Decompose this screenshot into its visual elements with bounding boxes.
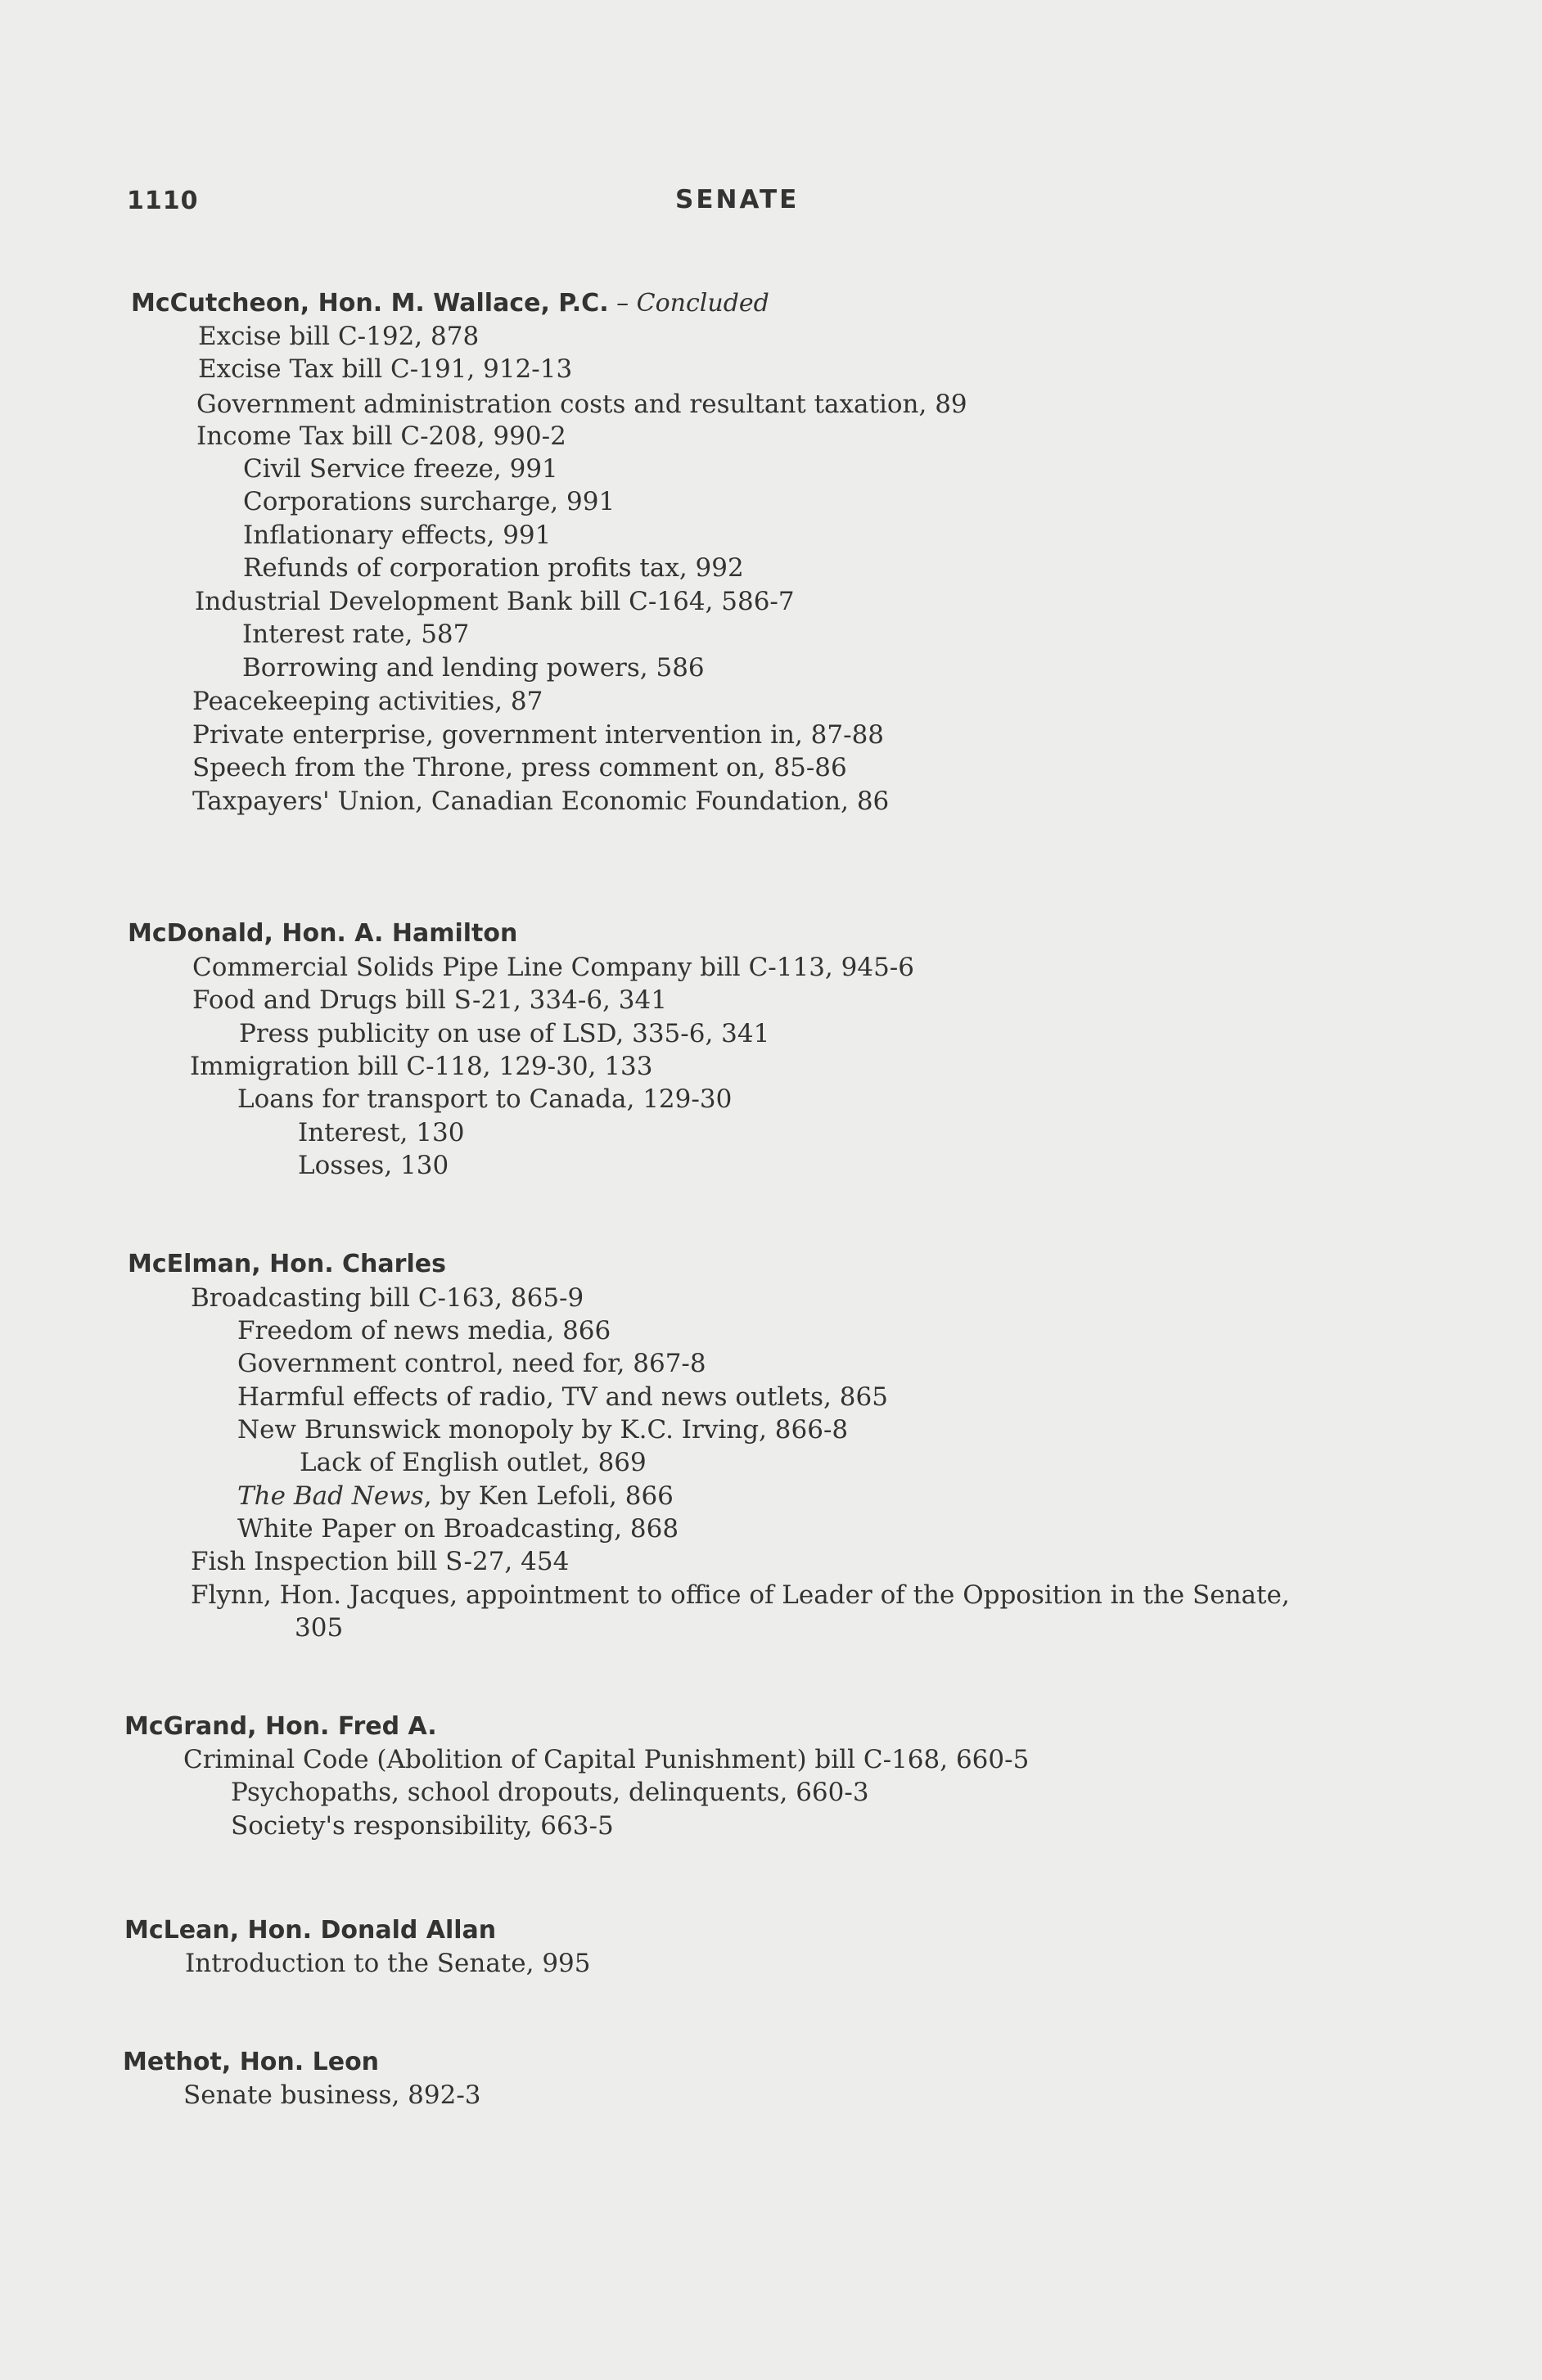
entry-heading: McLean, Hon. Donald Allan xyxy=(124,1916,497,1945)
subsubentry: Society's responsibility, 663-5 xyxy=(231,1811,614,1841)
subsubentry: New Brunswick monopoly by K.C. Irving, 866-8 xyxy=(237,1415,849,1445)
subentry: Commercial Solids Pipe Line Company bill C-113, 945-6 xyxy=(192,953,915,982)
entry-heading: Methot, Hon. Leon xyxy=(123,2048,380,2076)
subsubentry: Freedom of news media, 866 xyxy=(237,1316,611,1346)
subsubentry: Inflationary effects, 991 xyxy=(243,521,552,550)
subsubsubentry: Lack of English outlet, 869 xyxy=(300,1448,647,1477)
subentry: Food and Drugs bill S-21, 334-6, 341 xyxy=(192,985,667,1015)
subentry: Introduction to the Senate, 995 xyxy=(185,1949,591,1978)
subsubentry: The Bad News, by Ken Lefoli, 866 xyxy=(237,1481,674,1511)
subsubentry: Interest rate, 587 xyxy=(242,620,470,649)
subentry: Excise Tax bill C-191, 912-13 xyxy=(198,354,573,384)
entry-heading: McGrand, Hon. Fred A. xyxy=(124,1712,437,1741)
subentry: Excise bill C-192, 878 xyxy=(198,322,480,351)
subentry: Speech from the Throne, press comment on, 85-86 xyxy=(192,753,847,782)
subentry: Taxpayers' Union, Canadian Economic Foundation, 86 xyxy=(192,787,890,816)
subsubentry: Press publicity on use of LSD, 335-6, 341 xyxy=(239,1019,770,1048)
subsubentry: Civil Service freeze, 991 xyxy=(243,454,558,484)
subentry: Peacekeeping activities, 87 xyxy=(192,687,543,716)
subentry: Broadcasting bill C-163, 865-9 xyxy=(191,1283,584,1313)
entry-heading: McDonald, Hon. A. Hamilton xyxy=(128,919,518,948)
subsubentry: Refunds of corporation profits tax, 992 xyxy=(243,553,744,583)
book-title: The Bad News xyxy=(237,1481,424,1511)
subentry-continuation: 305 xyxy=(295,1613,344,1643)
subentry: Flynn, Hon. Jacques, appointment to office of Leader of the Opposition in the Senate, xyxy=(191,1580,1290,1610)
entry-heading: McElman, Hon. Charles xyxy=(128,1250,446,1278)
subsubentry: Corporations surcharge, 991 xyxy=(243,487,615,516)
subsubsubentry: Losses, 130 xyxy=(298,1151,449,1180)
subsubentry: White Paper on Broadcasting, 868 xyxy=(237,1514,679,1544)
subsubsubentry: Interest, 130 xyxy=(298,1118,465,1147)
subentry: Senate business, 892-3 xyxy=(183,2080,481,2110)
subsubentry: Loans for transport to Canada, 129-30 xyxy=(237,1084,733,1114)
entry-heading: McCutcheon, Hon. M. Wallace, P.C. – Concluded xyxy=(131,289,769,318)
subentry: Fish Inspection bill S-27, 454 xyxy=(191,1547,570,1576)
subentry: Industrial Development Bank bill C-164, 586-7 xyxy=(195,587,795,616)
subsubentry: Psychopaths, school dropouts, delinquents, 660-3 xyxy=(231,1778,869,1807)
subentry: Income Tax bill C-208, 990-2 xyxy=(196,421,566,451)
heading-continuation: – Concluded xyxy=(608,289,769,318)
subsubentry: Harmful effects of radio, TV and news outlets, 865 xyxy=(237,1382,888,1412)
subentry: Criminal Code (Abolition of Capital Punishment) bill C-168, 660-5 xyxy=(183,1745,1030,1774)
subentry: Private enterprise, government intervention in, 87-88 xyxy=(192,720,885,750)
running-head: SENATE xyxy=(675,185,800,214)
subentry: Immigration bill C-118, 129-30, 133 xyxy=(190,1052,653,1081)
subentry: Government administration costs and resultant taxation, 89 xyxy=(196,390,967,419)
page-number: 1110 xyxy=(127,187,199,215)
subsubentry: Government control, need for, 867-8 xyxy=(237,1349,706,1378)
subsubentry: Borrowing and lending powers, 586 xyxy=(242,653,705,683)
